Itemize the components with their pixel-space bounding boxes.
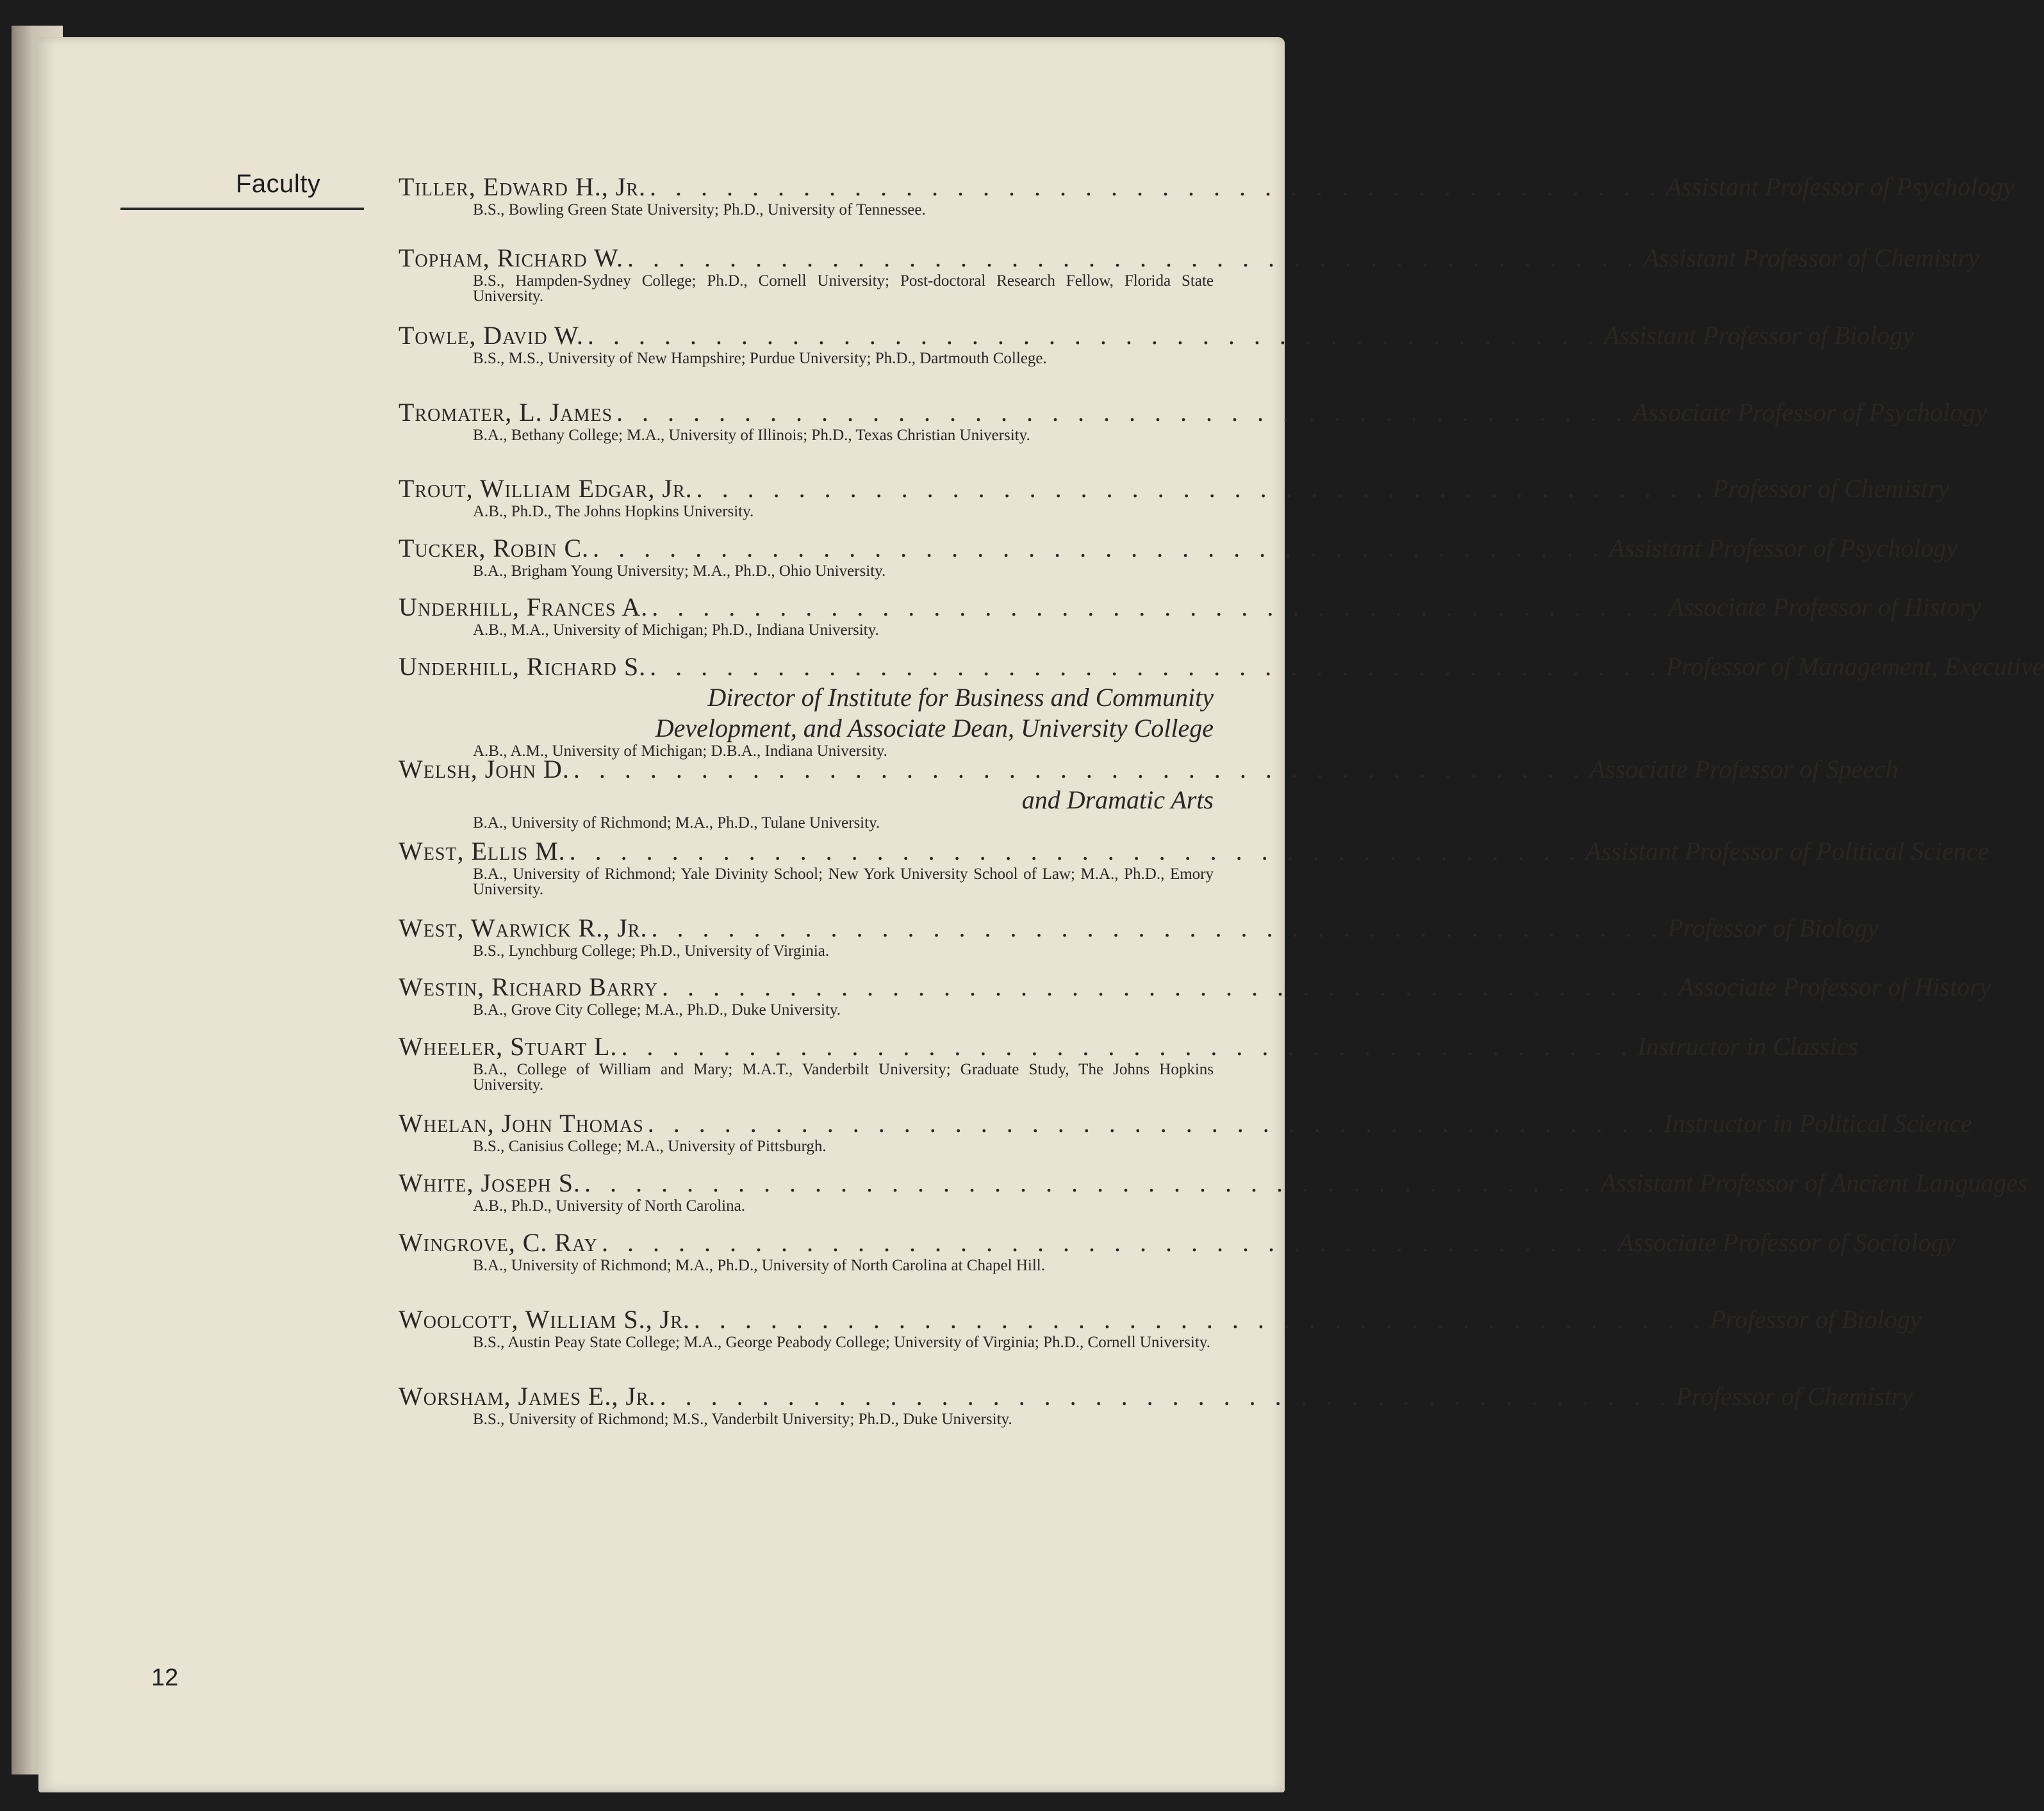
faculty-name: Worsham, James E., Jr. (399, 1382, 656, 1411)
faculty-entry (399, 754, 1899, 832)
faculty-degrees: B.S., Hampden-Sydney College; Ph.D., Cornell University; Post-doctoral Research Fellow, Florida State University. (473, 272, 1214, 305)
faculty-title: Associate Professor of Psychology (1633, 398, 1987, 427)
faculty-entry (399, 1381, 1913, 1428)
entry-heading (399, 754, 1899, 785)
faculty-degrees: B.A., Brigham Young University; M.A., Ph.D., Ohio University. (473, 562, 886, 580)
faculty-degrees: B.S., Austin Peay State College; M.A., George Peabody College; University of Virginia; Ph.D., Cornell University. (473, 1334, 1210, 1351)
faculty-title: Assistant Professor of Chemistry (1643, 243, 1980, 272)
faculty-title: Professor of Biology (1710, 1305, 1922, 1334)
faculty-degrees: A.B., M.A., University of Michigan; Ph.D., Indiana University. (473, 621, 879, 639)
entry-heading (399, 592, 1981, 623)
faculty-name: Wheeler, Stuart L. (399, 1032, 618, 1061)
faculty-name: Woolcott, William S., Jr. (399, 1305, 690, 1334)
faculty-degrees: A.B., Ph.D., The Johns Hopkins University. (473, 503, 754, 520)
entry-heading (399, 1108, 1972, 1139)
faculty-entry (399, 1031, 1858, 1094)
faculty-degrees: B.A., University of Richmond; M.A., Ph.D., University of North Carolina at Chapel Hill. (473, 1257, 1045, 1274)
faculty-name: Whelan, John Thomas (399, 1109, 644, 1138)
dot-leader: . . . . . . . . . . . . . . . . . . . . . . . . . . . . . . . . . . . . . . . . (569, 837, 1582, 865)
dot-leader: . . . . . . . . . . . . . . . . . . . . . . . . . . . . . . . . . . . . . . . . (651, 914, 1664, 942)
dot-leader: . . . . . . . . . . . . . . . . . . . . . . . . . . . . . . . . . . . . . . . . (621, 1032, 1634, 1061)
faculty-title: Professor of Management, Executive (1666, 652, 2044, 681)
faculty-entry (399, 1304, 1922, 1351)
dot-leader: . . . . . . . . . . . . . . . . . . . . . . . . . . . . . . . . . . . . . . . . (616, 398, 1629, 427)
faculty-title-continued: and Dramatic Arts (1021, 785, 1214, 814)
faculty-entry (399, 473, 1950, 520)
faculty-entry (399, 320, 1915, 367)
entry-heading (399, 913, 1879, 944)
entry-heading (399, 1381, 1913, 1412)
faculty-entry (399, 1108, 1972, 1155)
section-rule (120, 208, 364, 210)
faculty-degrees: B.S., Canisius College; M.A., University of Pittsburgh. (473, 1138, 827, 1155)
faculty-title: Assistant Professor of Political Science (1585, 837, 1990, 865)
faculty-title: Instructor in Classics (1637, 1032, 1858, 1061)
faculty-degrees: B.S., Lynchburg College; Ph.D., University of Virginia. (473, 942, 830, 960)
entry-heading (399, 397, 1987, 428)
faculty-name: White, Joseph S. (399, 1168, 581, 1197)
faculty-degrees: B.A., Bethany College; M.A., University of Illinois; Ph.D., Texas Christian University. (473, 427, 1030, 444)
faculty-degrees: B.S., Bowling Green State University; Ph.D., University of Tennessee. (473, 201, 926, 218)
faculty-entry (399, 1227, 1956, 1274)
faculty-degrees: B.S., University of Richmond; M.S., Vanderbilt University; Ph.D., Duke University. (473, 1411, 1012, 1428)
faculty-entry (399, 836, 1990, 898)
entry-heading (399, 533, 1958, 564)
dot-leader: . . . . . . . . . . . . . . . . . . . . . . . . . . . . . . . . . . . . . . . . (662, 972, 1675, 1001)
entry-heading (399, 1304, 1922, 1335)
dot-leader: . . . . . . . . . . . . . . . . . . . . . . . . . . . . . . . . . . . . . . . . (696, 474, 1709, 503)
faculty-name: Tromater, L. James (399, 398, 613, 427)
dot-leader: . . . . . . . . . . . . . . . . . . . . . . . . . . . . . . . . . . . . . . . . (693, 1305, 1706, 1334)
entry-heading (399, 1227, 1956, 1258)
faculty-name: West, Ellis M. (399, 837, 566, 865)
faculty-entry (399, 243, 1980, 305)
entry-heading (399, 320, 1915, 351)
faculty-title: Professor of Chemistry (1712, 474, 1950, 503)
entry-heading (399, 1031, 1858, 1062)
entry-heading (399, 836, 1990, 867)
faculty-title: Associate Professor of Speech (1589, 755, 1899, 783)
faculty-entry (399, 397, 1987, 444)
entry-heading (399, 651, 2044, 682)
faculty-degrees: B.S., M.S., University of New Hampshire; Purdue University; Ph.D., Dartmouth College. (473, 350, 1047, 367)
faculty-title: Instructor in Political Science (1663, 1109, 1972, 1138)
faculty-name: Westin, Richard Barry (399, 972, 659, 1001)
faculty-name: West, Warwick R., Jr. (399, 914, 648, 942)
dot-leader: . . . . . . . . . . . . . . . . . . . . . . . . . . . . . . . . . . . . . . . . (649, 172, 1662, 201)
dot-leader: . . . . . . . . . . . . . . . . . . . . . . . . . . . . . . . . . . . . . . . . (593, 534, 1606, 562)
dot-leader: . . . . . . . . . . . . . . . . . . . . . . . . . . . . . . . . . . . . . . . . (584, 1168, 1597, 1197)
faculty-name: Underhill, Frances A. (399, 593, 648, 621)
faculty-title: Associate Professor of History (1678, 972, 1991, 1001)
faculty-entry (399, 592, 1981, 639)
faculty-degrees: B.A., Grove City College; M.A., Ph.D., Duke University. (473, 1001, 841, 1019)
entry-heading (399, 243, 1980, 274)
faculty-entry (399, 1168, 2028, 1215)
faculty-entry (399, 972, 1991, 1019)
faculty-name: Tucker, Robin C. (399, 534, 589, 562)
faculty-name: Trout, William Edgar, Jr. (399, 474, 693, 503)
dot-leader: . . . . . . . . . . . . . . . . . . . . . . . . . . . . . . . . . . . . . . . . (647, 1109, 1660, 1138)
faculty-name: Towle, David W. (399, 321, 584, 350)
faculty-title: Assistant Professor of Ancient Languages (1601, 1168, 2028, 1197)
faculty-title: Assistant Professor of Biology (1603, 321, 1915, 350)
entry-heading (399, 972, 1991, 1003)
entry-heading (399, 172, 2015, 202)
dot-leader: . . . . . . . . . . . . . . . . . . . . . . . . . . . . . . . . . . . . . . . . (627, 243, 1640, 272)
section-label: Faculty (236, 170, 321, 198)
dot-leader: . . . . . . . . . . . . . . . . . . . . . . . . . . . . . . . . . . . . . . . . (601, 1228, 1614, 1257)
dot-leader: . . . . . . . . . . . . . . . . . . . . . . . . . . . . . . . . . . . . . . . . (650, 652, 1663, 681)
faculty-name: Tiller, Edward H., Jr. (399, 172, 646, 201)
faculty-title: Assistant Professor of Psychology (1665, 172, 2015, 201)
faculty-title: Professor of Chemistry (1676, 1382, 1913, 1411)
faculty-name: Topham, Richard W. (399, 243, 623, 272)
faculty-degrees: B.A., University of Richmond; Yale Divinity School; New York University School of Law; M.A., Ph.D., Emory University. (473, 865, 1214, 898)
faculty-title: Associate Professor of History (1668, 593, 1981, 621)
faculty-entry (399, 172, 2015, 218)
faculty-title: Assistant Professor of Psychology (1609, 534, 1958, 562)
faculty-degrees: A.B., Ph.D., University of North Carolina. (473, 1197, 745, 1215)
dot-leader: . . . . . . . . . . . . . . . . . . . . . . . . . . . . . . . . . . . . . . . . (659, 1382, 1672, 1411)
page-number: 12 (151, 1664, 179, 1691)
faculty-name: Welsh, John D. (399, 755, 570, 783)
faculty-degrees: A.B., A.M., University of Michigan; D.B.A., Indiana University. (473, 742, 887, 760)
faculty-entry (399, 913, 1879, 960)
faculty-name: Wingrove, C. Ray (399, 1228, 598, 1257)
faculty-title-continued: Development, and Associate Dean, University College (655, 714, 1214, 742)
faculty-name: Underhill, Richard S. (399, 652, 647, 681)
dot-leader: . . . . . . . . . . . . . . . . . . . . . . . . . . . . . . . . . . . . . . . . (587, 321, 1600, 350)
faculty-title-continued: Director of Institute for Business and Community (707, 683, 1214, 712)
faculty-degrees: B.A., College of William and Mary; M.A.T., Vanderbilt University; Graduate Study, The Johns Hopkins University. (473, 1061, 1214, 1094)
faculty-degrees: B.A., University of Richmond; M.A., Ph.D., Tulane University. (473, 814, 880, 832)
faculty-title: Associate Professor of Sociology (1617, 1228, 1956, 1257)
dot-leader: . . . . . . . . . . . . . . . . . . . . . . . . . . . . . . . . . . . . . . . . (573, 755, 1586, 783)
entry-heading (399, 473, 1950, 504)
faculty-entry (399, 533, 1958, 580)
faculty-title: Professor of Biology (1667, 914, 1879, 942)
entry-heading (399, 1168, 2028, 1199)
faculty-entry (399, 651, 2044, 760)
dot-leader: . . . . . . . . . . . . . . . . . . . . . . . . . . . . . . . . . . . . . . . . (652, 593, 1665, 621)
